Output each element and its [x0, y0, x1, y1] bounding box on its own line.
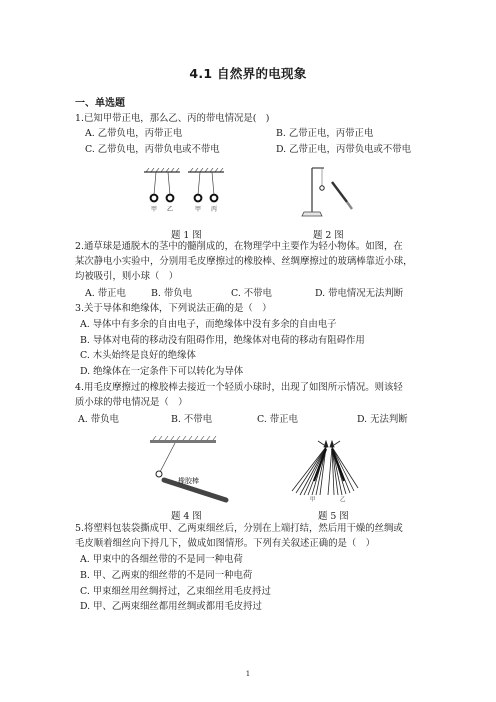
section-heading: 一、单选题: [75, 98, 125, 109]
q4-option-c: C. 带正电: [257, 414, 298, 425]
q3-option-a: A. 导体中有多余的自由电子，而绝缘体中没有多余的自由电子: [80, 319, 337, 330]
figure-1-pith-balls: [140, 168, 230, 213]
figure-2-pith-ball-stand: [300, 160, 358, 220]
figure-4-caption: 题 4 图: [171, 511, 202, 522]
q2-option-b: B. 带负电: [151, 288, 192, 299]
fig1-label-2: 乙: [166, 206, 174, 213]
q5-option-b: B. 甲、乙两束的细丝带的不是同一种电荷: [80, 570, 253, 581]
q4-option-d: D. 无法判断: [357, 414, 408, 425]
q5-option-c: C. 甲束细丝用丝绸捋过，乙束细丝用毛皮捋过: [80, 586, 271, 597]
q5-line-1: 5.将塑料包装袋撕成甲、乙两束细丝后，分别在上端打结，然后用干燥的丝绸或: [75, 523, 403, 534]
q1-option-b: B. 乙带正电，丙带正电: [276, 128, 374, 139]
q2-option-a: A. 带正电: [85, 288, 126, 299]
fig1-label-4: 丙: [210, 206, 218, 213]
q4-line-2: 质小球的带电情况是（ ）: [75, 397, 188, 408]
q2-option-d: D. 带电情况无法判断: [315, 288, 404, 299]
q5-option-d: D. 甲、乙两束细丝都用丝绸或都用毛皮捋过: [80, 601, 262, 612]
q5-option-a: A. 甲束中的各细丝带的不是同一种电荷: [80, 554, 243, 565]
figure-1-caption: 题 1 图: [171, 230, 202, 241]
fig5-label-2: 乙: [340, 497, 346, 503]
q3-option-b: B. 导体对电荷的移动没有阻碍作用，绝缘体对电荷的移动有阻碍作用: [80, 335, 365, 346]
q1-option-d: D. 乙带正电，丙带负电或不带电: [276, 144, 412, 155]
fig5-label-1: 甲: [310, 497, 316, 503]
q3-option-d: D. 绝缘体在一定条件下可以转化为导体: [80, 366, 244, 377]
q3-option-c: C. 木头始终是良好的绝缘体: [80, 350, 196, 361]
figure-5-caption: 题 5 图: [318, 511, 349, 522]
q1-option-c: C. 乙带负电，丙带负电或不带电: [85, 144, 220, 155]
q2-line-3: 均被吸引，则小球（ ）: [75, 271, 179, 282]
figure-2-caption: 题 2 图: [313, 230, 344, 241]
q4-line-1: 4.用毛皮摩擦过的橡胶棒去接近一个轻质小球时，出现了如图所示情况。则该轻: [75, 382, 403, 393]
page-title: 4.1 自然界的电现象: [189, 66, 307, 81]
q4-option-b: B. 不带电: [171, 414, 212, 425]
q2-line-1: 2.通草球是通脱木的茎中的髓削成的，在物理学中主要作为轻小物体。如图，在: [75, 241, 403, 252]
q4-option-a: A. 带负电: [78, 414, 119, 425]
page-number: 1: [245, 670, 251, 678]
fig1-label-1: 甲: [150, 206, 158, 213]
figure-5-plastic-strips: [288, 437, 368, 503]
q2-line-2: 某次静电小实验中，分别用毛皮摩擦过的橡胶棒、丝绸摩擦过的玻璃棒靠近小球，: [75, 256, 413, 267]
q1-stem: 1.已知甲带正电，那么乙、丙的带电情况是( ): [75, 113, 270, 124]
q1-option-a: A. 乙带负电，丙带正电: [85, 128, 183, 139]
q5-line-2: 毛皮顺着细丝向下捋几下，做成如图情形。下列有关叙述正确的是（ ）: [75, 538, 376, 549]
fig1-label-3: 甲: [194, 206, 202, 213]
figure-4-rubber-rod: [142, 434, 234, 506]
q3-stem: 3.关于导体和绝缘体，下列说法正确的是（ ）: [75, 303, 272, 314]
fig4-rod-label: 橡胶棒: [178, 477, 199, 485]
q2-option-c: C. 不带电: [231, 288, 272, 299]
